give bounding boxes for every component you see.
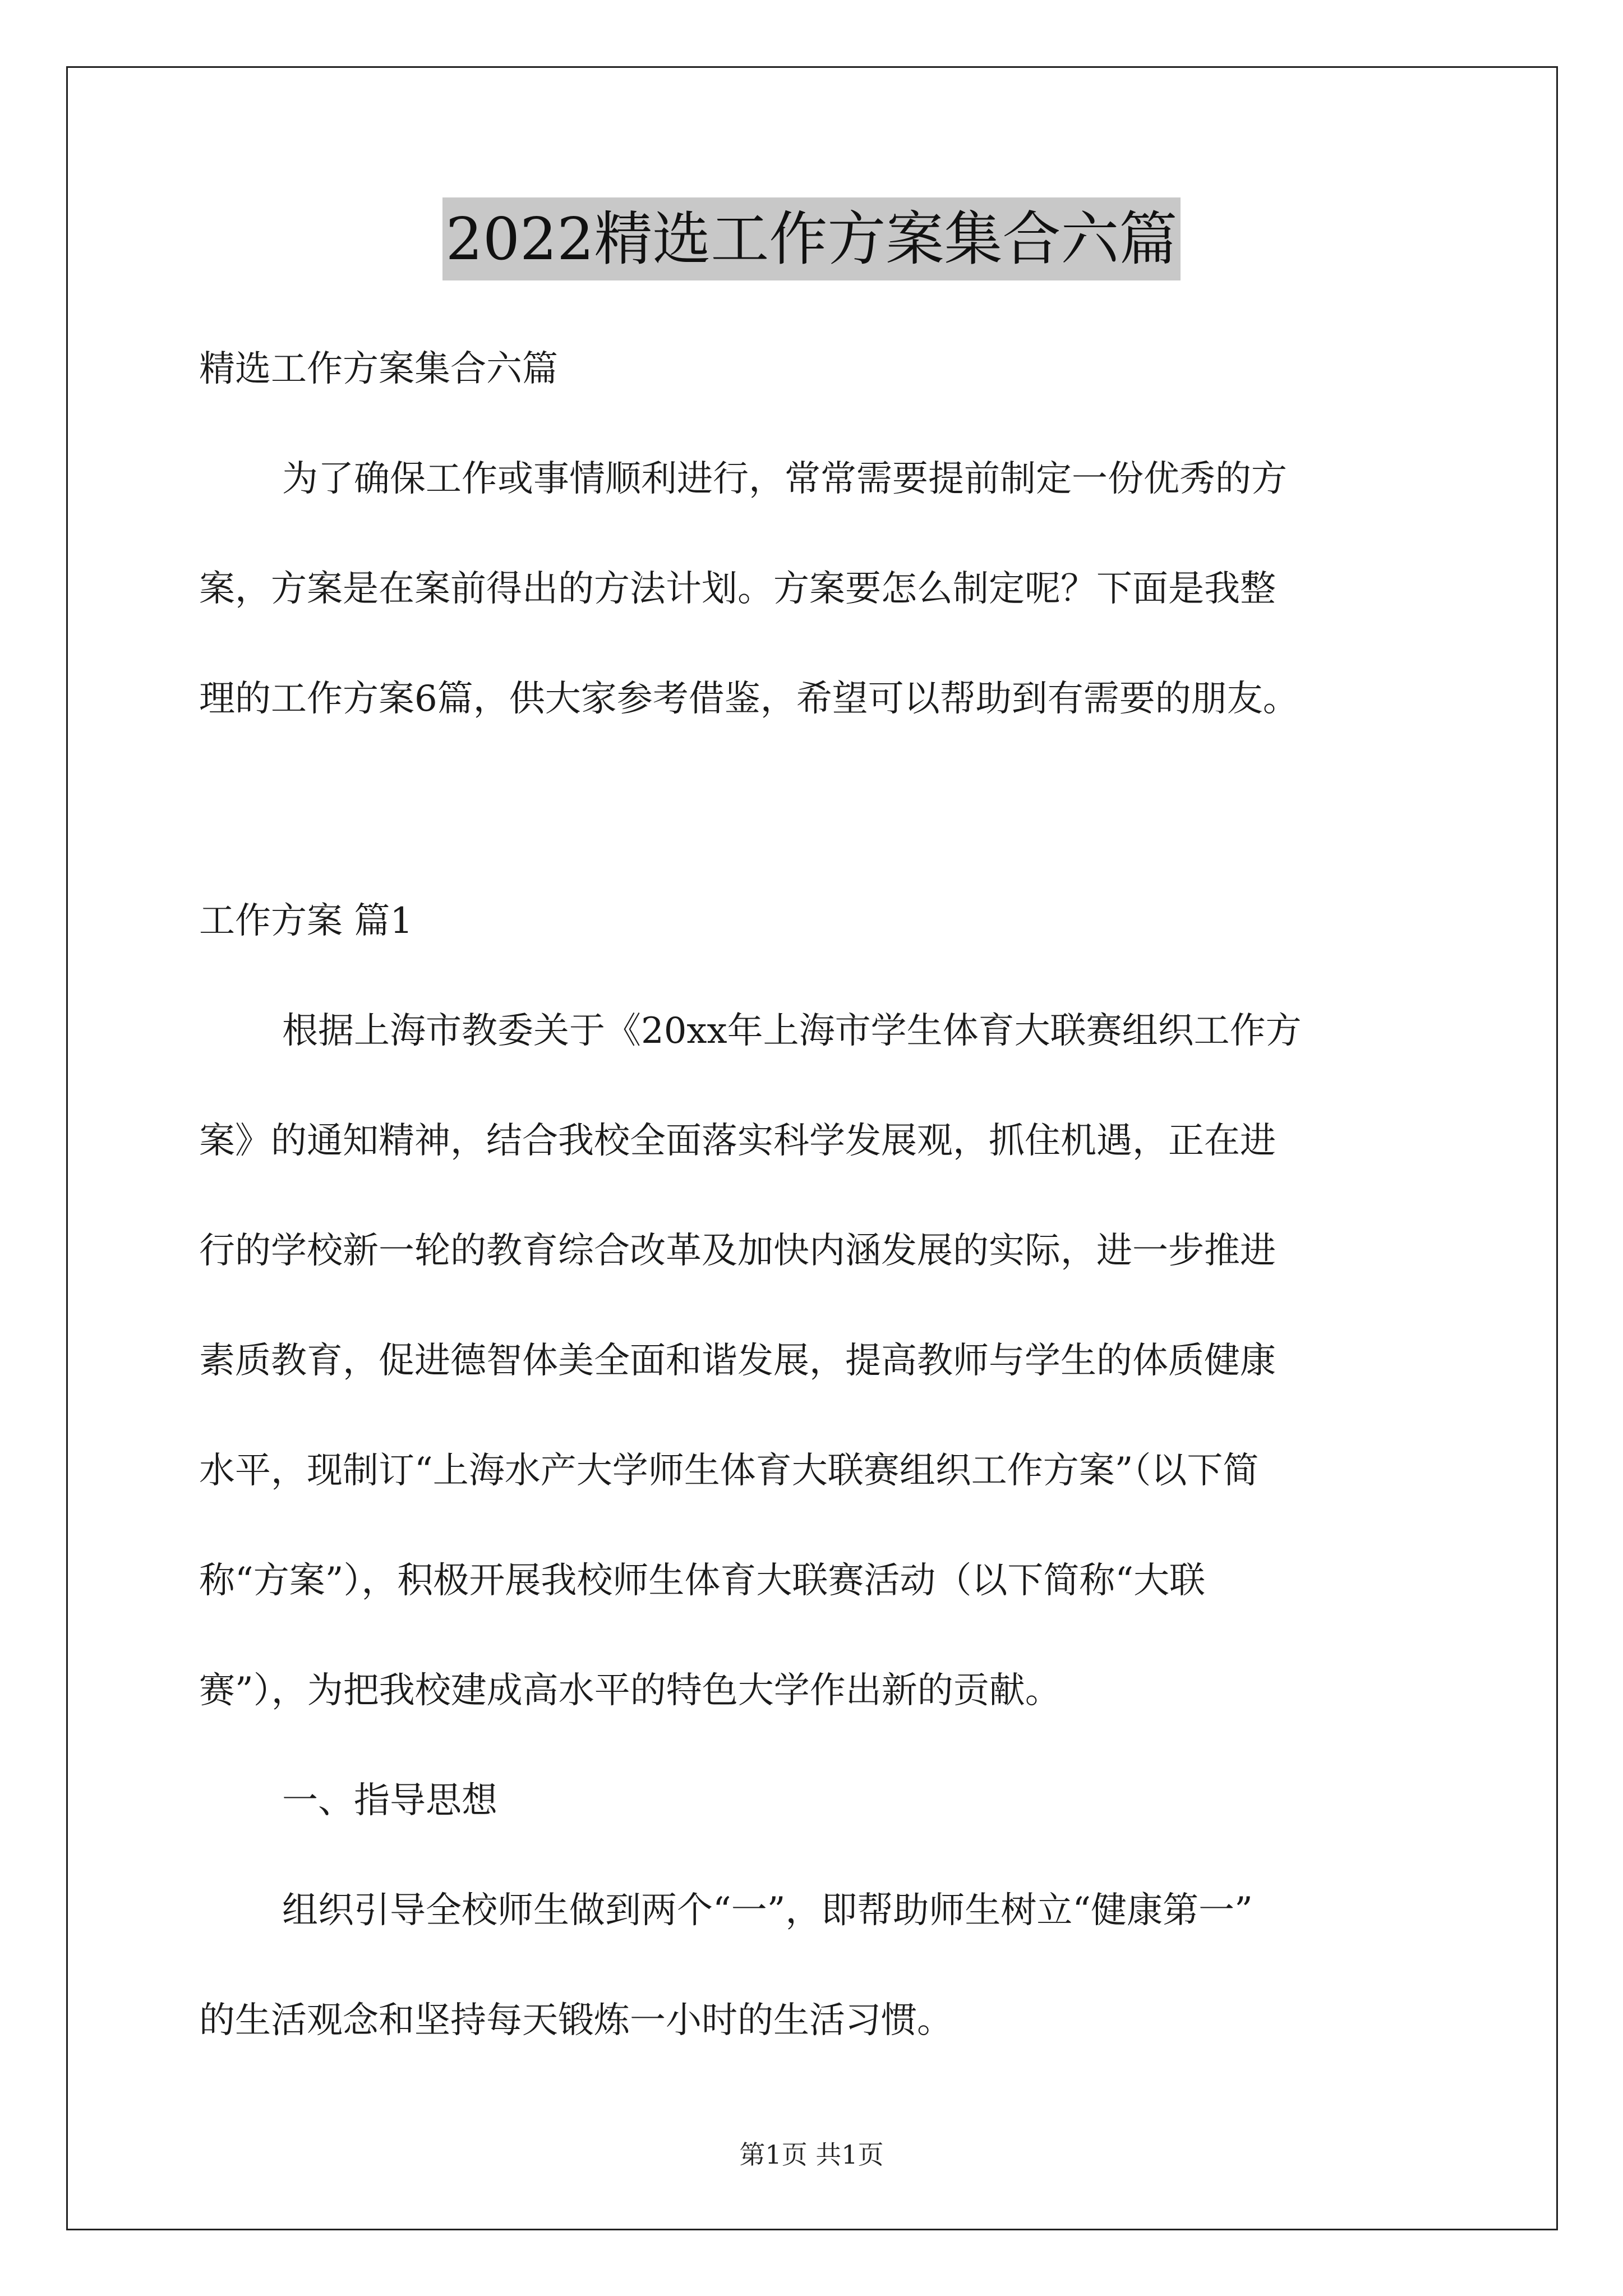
spacer xyxy=(199,754,1433,866)
intro-line: 理的工作方案6篇，供大家参考借鉴，希望可以帮助到有需要的朋友。 xyxy=(199,678,1299,720)
body-line: 行的学校新一轮的教育综合改革及加快内涵发展的实际，进一步推进 xyxy=(199,1230,1276,1272)
guidance-line: 组织引导全校师生做到两个“一”，即帮助师生树立“健康第一” xyxy=(282,1890,1253,1931)
title-block xyxy=(0,197,1623,280)
body-line: 案》的通知精神，结合我校全面落实科学发展观，抓住机遇，正在进 xyxy=(199,1120,1276,1162)
document-title: 2022精选工作方案集合六篇 xyxy=(442,197,1181,280)
intro-line: 案，方案是在案前得出的方法计划。方案要怎么制定呢？下面是我整 xyxy=(199,568,1276,610)
document-body xyxy=(199,314,1433,2076)
subheading: 一、指导思想 xyxy=(282,1780,497,1821)
body-line: 根据上海市教委关于《20xx年上海市学生体育大联赛组织工作方 xyxy=(282,1010,1302,1052)
body-line: 素质教育，促进德智体美全面和谐发展，提高教师与学生的体质健康 xyxy=(199,1340,1276,1382)
guidance-line: 的生活观念和坚持每天锻炼一小时的生活习惯。 xyxy=(199,2000,953,2041)
body-line: 赛”），为把我校建成高水平的特色大学作出新的贡献。 xyxy=(199,1670,1061,1711)
document-subtitle: 精选工作方案集合六篇 xyxy=(199,348,558,390)
section-heading: 工作方案 篇1 xyxy=(199,900,413,942)
body-line: 水平，现制订“上海水产大学师生体育大联赛组织工作方案”（以下简 xyxy=(199,1450,1259,1492)
page-footer: 第1页 共1页 xyxy=(739,2139,884,2170)
body-line: 称“方案”），积极开展我校师生体育大联赛活动（以下简称“大联 xyxy=(199,1560,1206,1602)
intro-line: 为了确保工作或事情顺利进行，常常需要提前制定一份优秀的方 xyxy=(282,458,1287,500)
